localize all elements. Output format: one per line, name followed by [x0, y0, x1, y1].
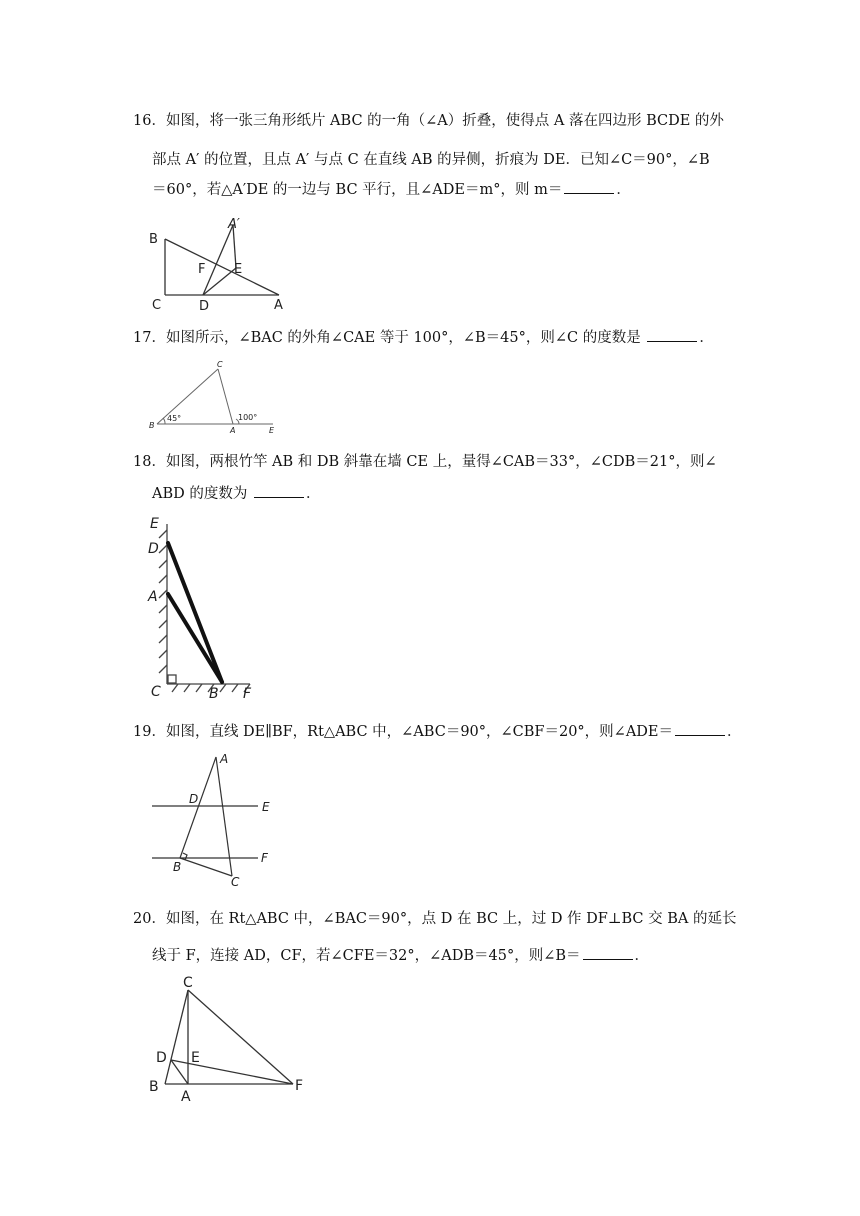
problem-16-line-3	[152, 179, 631, 200]
fig19-label-C: C	[231, 875, 240, 889]
answer-blank-19[interactable]	[675, 721, 725, 736]
answer-blank-16[interactable]	[564, 179, 614, 194]
fig19-label-E: E	[262, 800, 270, 814]
figure-18	[140, 512, 265, 702]
problem-16-line-1: 16．如图，将一张三角形纸片 ABC 的一角（∠A）折叠，使得点 A 落在四边形 BCDE 的外	[133, 113, 724, 129]
fig18-label-C: C	[151, 684, 161, 700]
fig20-label-D: D	[156, 1050, 167, 1066]
fig20-label-B: B	[149, 1079, 159, 1095]
fig16-label-A-prime: A′	[228, 217, 240, 232]
fig17-label-angle-A: 100°	[238, 413, 258, 422]
problem-16-line-3-text: ＝60°，若△A′DE 的一边与 BC 平行，且∠ADE＝m°，则 m＝	[152, 182, 563, 198]
fig18-label-D: D	[148, 541, 159, 557]
fig20-label-A: A	[181, 1089, 191, 1105]
fig18-label-A: A	[148, 589, 158, 605]
problem-19-tail: ．	[727, 724, 742, 740]
problem-18-line-2-text: ABD 的度数为	[152, 486, 252, 502]
fig20-label-E: E	[191, 1050, 200, 1066]
fig19-label-A: A	[220, 752, 229, 766]
problem-16-tail: ．	[616, 182, 631, 198]
problem-16-line-2: 部点 A′ 的位置，且点 A′ 与点 C 在直线 AB 的异侧，折痕为 DE．已知∠C＝90°，∠B	[152, 152, 710, 168]
fig20-label-F: F	[295, 1078, 304, 1094]
figure-19	[145, 750, 280, 890]
problem-20-line-2-text: 线于 F，连接 AD，CF，若∠CFE＝32°，∠ADB＝45°，则∠B＝	[152, 948, 581, 964]
fig19-label-B: B	[173, 860, 182, 874]
figure-17	[145, 358, 280, 436]
fig17-label-B: B	[149, 421, 155, 430]
answer-blank-18[interactable]	[254, 483, 304, 498]
figure-20	[145, 972, 310, 1104]
fig16-label-C: C	[152, 298, 162, 313]
problem-17-line-1	[133, 327, 714, 348]
fig16-label-B: B	[149, 232, 158, 247]
problem-18-line-1: 18．如图，两根竹竿 AB 和 DB 斜靠在墙 CE 上，量得∠CAB＝33°，∠CDB＝21°，则∠	[133, 454, 717, 470]
fig16-label-D: D	[199, 299, 210, 314]
fig17-label-E: E	[269, 426, 275, 435]
answer-blank-20[interactable]	[583, 945, 633, 960]
fig17-label-angle-B: 45°	[167, 414, 182, 423]
problem-18-tail: ．	[305, 486, 321, 502]
figure-16	[140, 212, 300, 312]
fig16-label-F: F	[198, 262, 206, 277]
fig19-label-D: D	[189, 792, 199, 806]
problem-19-line-1	[133, 721, 742, 742]
fig16-label-A: A	[274, 298, 283, 313]
problem-20-line-1: 20．如图，在 Rt△ABC 中，∠BAC＝90°，点 D 在 BC 上，过 D 作 DF⊥BC 交 BA 的延长	[133, 911, 737, 927]
problem-18-line-2	[152, 483, 320, 504]
fig18-label-B: B	[209, 686, 219, 702]
problem-17-line-1-text: 17．如图所示，∠BAC 的外角∠CAE 等于 100°，∠B＝45°，则∠C 的度数是	[133, 330, 646, 346]
fig20-label-C: C	[183, 975, 193, 991]
fig19-label-F: F	[261, 851, 268, 865]
fig17-label-C: C	[217, 360, 223, 369]
fig18-label-F: F	[243, 686, 252, 702]
problem-17-tail: ．	[699, 330, 714, 346]
problem-20-tail: ．	[634, 948, 650, 964]
problem-19-line-1-text: 19．如图，直线 DE∥BF，Rt△ABC 中，∠ABC＝90°，∠CBF＝20°，则∠ADE＝	[133, 724, 674, 740]
fig16-label-E: E	[234, 262, 243, 277]
answer-blank-17[interactable]	[647, 327, 697, 342]
problem-20-line-2	[152, 945, 649, 966]
fig17-label-A: A	[230, 426, 236, 435]
fig18-label-E: E	[150, 516, 159, 532]
